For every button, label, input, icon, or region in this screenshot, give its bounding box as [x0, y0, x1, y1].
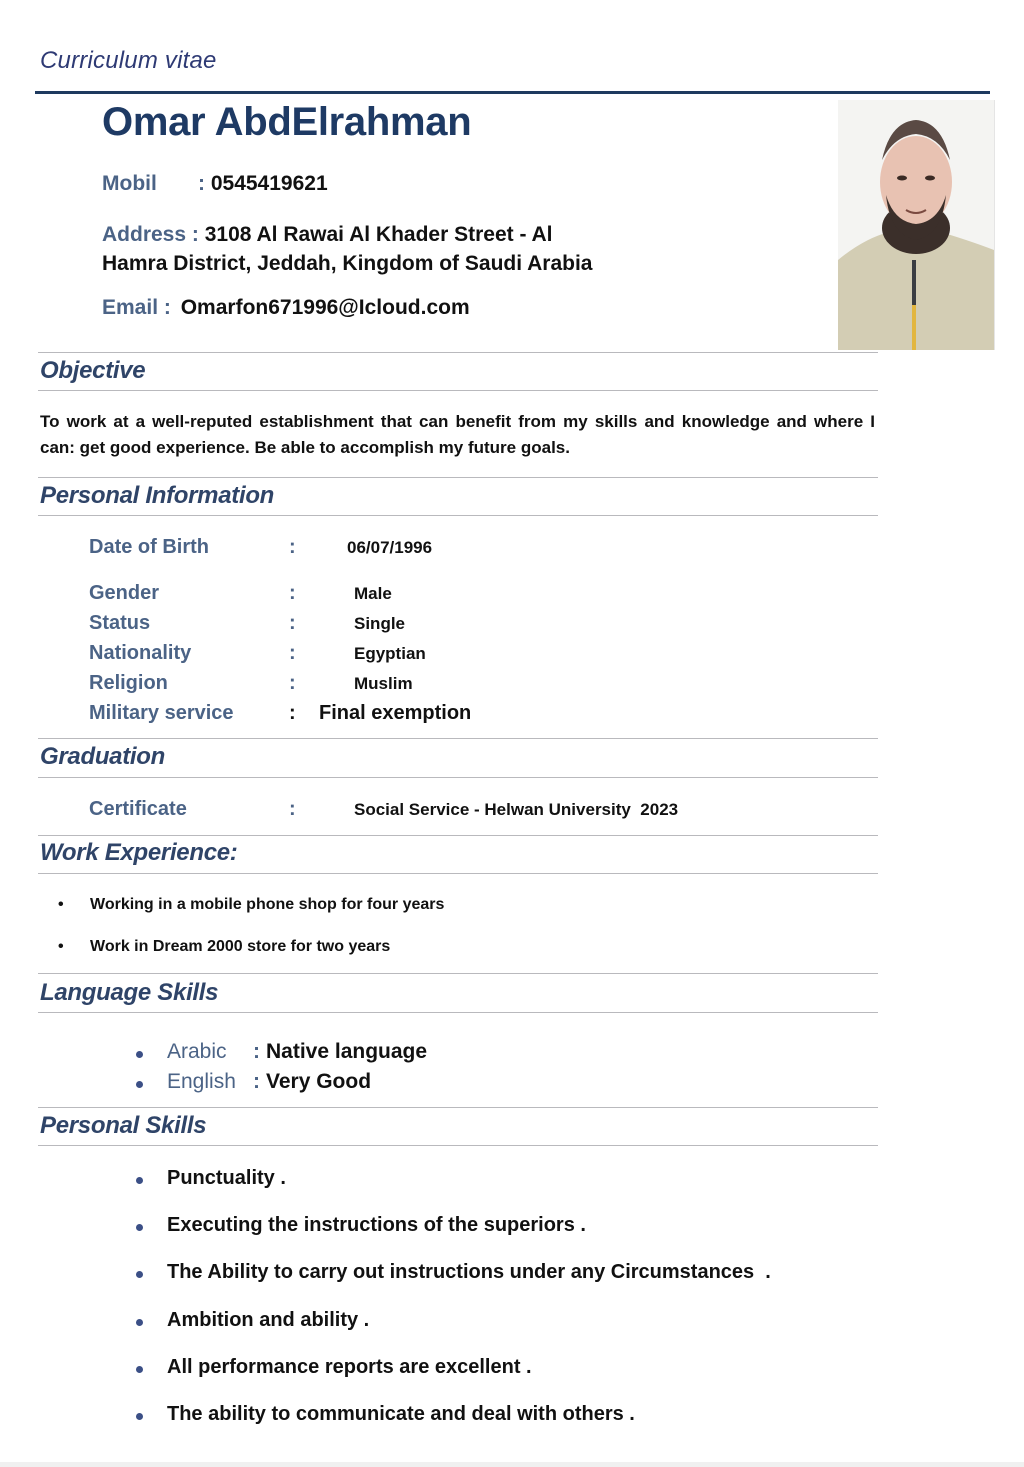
divider [38, 352, 878, 353]
page-bottom-edge [0, 1462, 1024, 1467]
pi-sep: : [289, 582, 296, 604]
divider [38, 873, 878, 874]
skill-text: The Ability to carry out instructions under any Circumstances . [167, 1261, 771, 1283]
certificate-label: Certificate [89, 798, 187, 820]
bullet-icon [136, 1081, 143, 1088]
bullet-icon [136, 1366, 143, 1373]
bullet-icon [136, 1413, 143, 1420]
mobile-value: 0545419621 [210, 172, 328, 195]
divider [38, 1107, 878, 1108]
email-sep: : [163, 296, 171, 319]
bullet-icon [136, 1319, 143, 1326]
pi-label: Status [89, 612, 151, 634]
address-row [102, 220, 622, 278]
pi-row-status [89, 612, 789, 642]
pi-sep: : [289, 672, 296, 694]
bullet-icon [136, 1224, 143, 1231]
pi-value: Final exemption [319, 702, 472, 724]
bullet-icon: • [58, 938, 64, 955]
pi-sep: : [289, 536, 296, 558]
language-level: Very Good [266, 1070, 372, 1093]
personal-skills-heading: Personal Skills [40, 1112, 207, 1139]
divider [38, 777, 878, 778]
mobile-row [102, 172, 328, 196]
divider [38, 390, 878, 391]
bullet-icon: • [58, 896, 64, 913]
person-photo-icon [838, 100, 994, 350]
objective-text: To work at a well-reputed establishment that can benefit from my skills and knowledge and where I can: get good experience. Be able to accomplish my future goals. [40, 412, 875, 457]
skill-text: Executing the instructions of the superiors . [167, 1214, 586, 1236]
divider [38, 738, 878, 739]
graduation-heading: Graduation [40, 743, 166, 770]
divider [38, 477, 878, 478]
skill-text: Punctuality . [167, 1167, 286, 1189]
address-line2: Hamra District, Jeddah, Kingdom of Saudi Arabia [102, 252, 593, 275]
header-divider [35, 91, 990, 94]
bullet-icon [136, 1177, 143, 1184]
address-line1: 3108 Al Rawai Al Khader Street - Al [204, 223, 553, 246]
bullet-icon [136, 1051, 143, 1058]
language-name: Arabic [167, 1040, 227, 1063]
language-item-arabic [136, 1040, 536, 1070]
pi-value: 06/07/1996 [347, 538, 433, 557]
pi-row-date-of-birth [89, 536, 789, 566]
pi-label: Religion [89, 672, 168, 694]
mobile-sep: : [198, 172, 205, 195]
work-item-text: Working in a mobile phone shop for four years [90, 896, 445, 913]
personal-information-heading: Personal Information [40, 482, 275, 509]
language-name: English [167, 1070, 236, 1093]
divider [38, 1145, 878, 1146]
certificate-value: Social Service - Helwan University 2023 [354, 800, 679, 819]
mobile-label: Mobil [102, 172, 157, 195]
work-experience-heading: Work Experience: [40, 839, 238, 866]
candidate-name: Omar AbdElrahman [102, 100, 472, 144]
bullet-icon [136, 1271, 143, 1278]
skill-text: All performance reports are excellent . [167, 1356, 532, 1378]
pi-value: Male [354, 584, 392, 603]
work-item-text: Work in Dream 2000 store for two years [90, 938, 391, 955]
email-row [102, 296, 470, 320]
pi-row-religion [89, 672, 789, 702]
language-sep: : [253, 1040, 260, 1063]
email-value: Omarfon671996@Icloud.com [180, 296, 470, 319]
pi-value: Muslim [354, 674, 413, 693]
address-sep: : [191, 223, 199, 246]
pi-row-gender [89, 582, 789, 612]
pi-label: Gender [89, 582, 160, 604]
pi-sep: : [289, 702, 296, 724]
objective-heading: Objective [40, 357, 146, 384]
pi-sep: : [289, 642, 296, 664]
divider [38, 515, 878, 516]
profile-photo [838, 100, 995, 350]
address-label: Address [102, 223, 187, 246]
language-item-english [136, 1070, 536, 1100]
pi-row-military-service [89, 702, 789, 732]
divider [38, 973, 878, 974]
pi-value: Single [354, 614, 406, 633]
certificate-row [89, 798, 789, 828]
language-level: Native language [266, 1040, 428, 1063]
divider [38, 835, 878, 836]
pi-value: Egyptian [354, 644, 426, 663]
document-title: Curriculum vitae [40, 47, 217, 74]
certificate-sep: : [289, 798, 296, 820]
pi-row-nationality [89, 642, 789, 672]
skill-text: The ability to communicate and deal with others . [167, 1403, 635, 1425]
pi-sep: : [289, 612, 296, 634]
divider [38, 1012, 878, 1013]
mobile-value-group [198, 172, 328, 196]
skill-text: Ambition and ability . [167, 1309, 370, 1331]
pi-label: Nationality [89, 642, 192, 664]
language-sep: : [253, 1070, 260, 1093]
pi-label: Date of Birth [89, 536, 209, 558]
pi-label: Military service [89, 702, 234, 724]
email-label: Email [102, 296, 159, 319]
language-skills-heading: Language Skills [40, 979, 219, 1006]
